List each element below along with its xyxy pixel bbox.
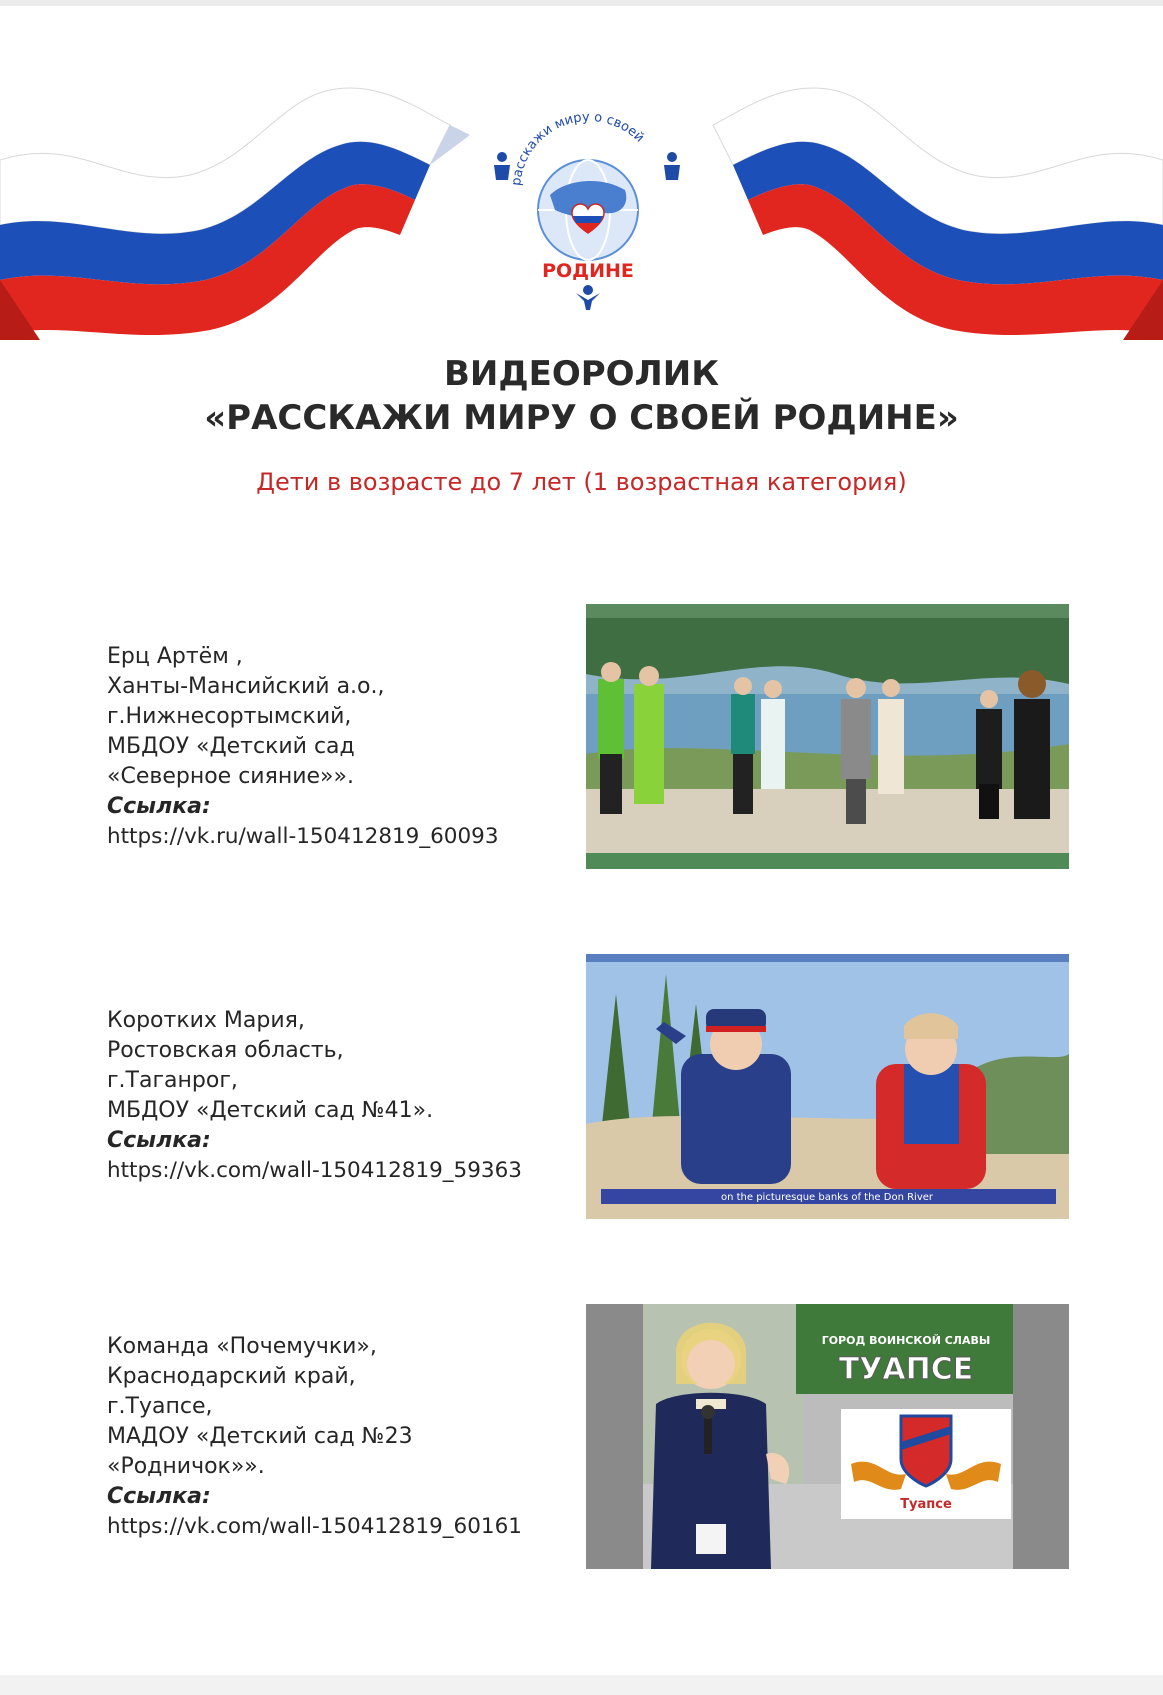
entry-1-video-thumbnail[interactable] [586,604,1069,869]
city-sign-big: ТУАПСЕ [838,1352,974,1387]
russian-flag-ribbon-left [0,40,480,340]
entry-3-text [107,1332,547,1542]
entry-2-line: г.Таганрог, [107,1068,238,1093]
entry-2-link-label: Ссылка: [107,1128,211,1153]
entry-3-line: МАДОУ «Детский сад №23 [107,1424,413,1449]
entry-3-line: г.Туапсе, [107,1394,213,1419]
emblem-label: Туапсе [900,1497,952,1512]
entry-2-text [107,1006,547,1186]
entry-2-line: Ростовская область, [107,1038,344,1063]
russian-flag-ribbon-right [683,40,1163,340]
entry-1-line: г.Нижнесортымский, [107,704,352,729]
entry-2-line: Коротких Мария, [107,1008,305,1033]
bottom-border [0,1675,1163,1695]
entry-1-link[interactable]: https://vk.ru/wall-150412819_60093 [107,824,499,849]
entry-1-text [107,642,547,852]
logo-arc-text: расскажи миру о своей [509,109,647,187]
title-line-1: ВИДЕОРОЛИК [443,354,720,394]
age-category-subtitle: Дети в возрасте до 7 лет (1 возрастная категория) [256,468,907,496]
entry-3-line: Команда «Почемучки», [107,1334,377,1359]
entry-2-line: МБДОУ «Детский сад №41». [107,1098,434,1123]
entry-1-line: Ханты-Мансийский а.о., [107,674,385,699]
contest-logo [480,95,695,310]
video-subtitle-caption: on the picturesque banks of the Don River [720,1192,934,1203]
entry-3-line: «Родничок»». [107,1454,265,1479]
entry-3-line: Краснодарский край, [107,1364,356,1389]
entry-2-link[interactable]: https://vk.com/wall-150412819_59363 [107,1158,522,1183]
girl-with-microphone-photo [586,1304,1069,1569]
entry-1-link-label: Ссылка: [107,794,211,819]
top-border [0,0,1163,6]
city-sign-small: ГОРОД ВОИНСКОЙ СЛАВЫ [821,1334,991,1347]
entry-1-line: «Северное сияние»». [107,764,354,789]
entry-1-line: Ерц Артём , [107,644,243,669]
entry-1-line: МБДОУ «Детский сад [107,734,355,759]
logo-bottom-text: РОДИНЕ [542,260,634,282]
children-on-riverbank-photo [586,954,1069,1219]
page-title [0,352,1163,440]
entry-3-video-thumbnail[interactable] [586,1304,1069,1569]
entry-3-link[interactable]: https://vk.com/wall-150412819_60161 [107,1514,522,1539]
stage-performance-photo [586,604,1069,869]
entry-3-link-label: Ссылка: [107,1484,211,1509]
entry-2-video-thumbnail[interactable] [586,954,1069,1219]
title-line-2: «РАССКАЖИ МИРУ О СВОЕЙ РОДИНЕ» [204,398,959,438]
